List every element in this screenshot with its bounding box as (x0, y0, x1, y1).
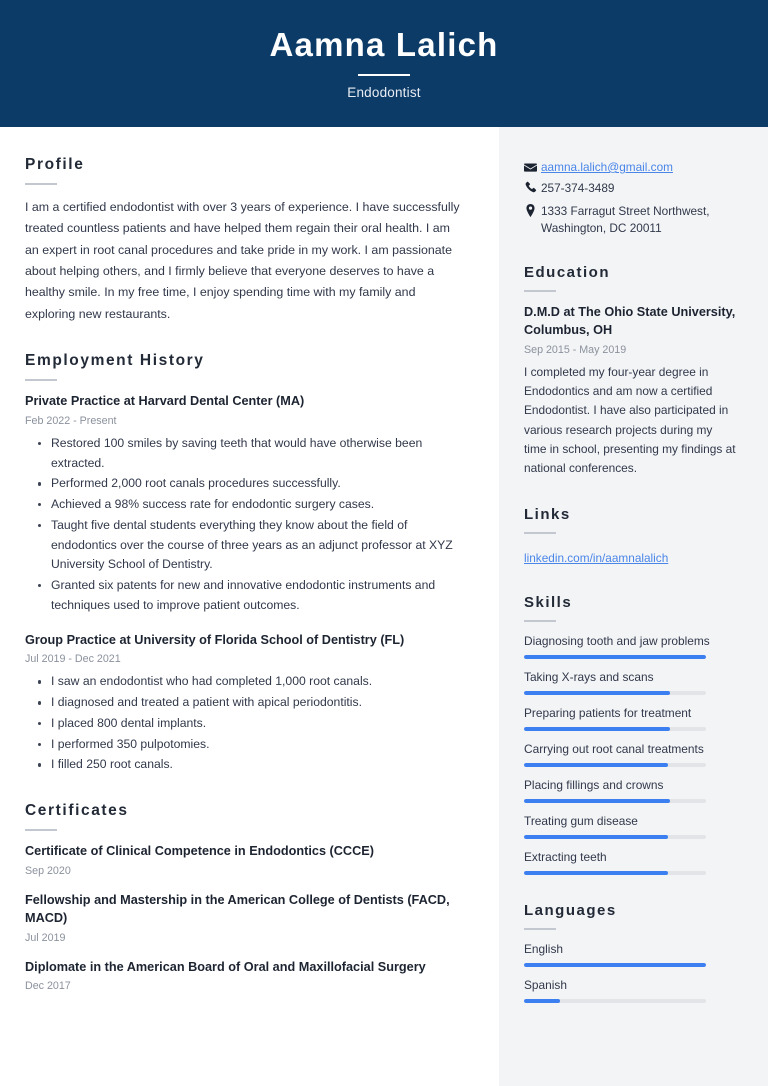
job-entry (25, 632, 466, 776)
job-bullet-list (25, 672, 466, 775)
language-bar-fill (524, 963, 706, 967)
resume-body (0, 127, 768, 1086)
certificate-date: Jul 2019 (25, 931, 66, 944)
header-divider (358, 74, 410, 76)
links-list (524, 546, 738, 567)
skills-section (524, 594, 738, 875)
skill-bar-fill (524, 799, 670, 803)
skill-bar-fill (524, 871, 668, 875)
language-bar-track (524, 963, 706, 967)
skill-item (524, 814, 738, 839)
skill-bar-fill (524, 763, 668, 767)
skill-label: Preparing patients for treatment (524, 705, 692, 720)
job-date: Feb 2022 - Present (25, 414, 117, 427)
job-date: Jul 2019 - Dec 2021 (25, 653, 121, 666)
resume-header (0, 0, 768, 127)
sidebar-column (499, 127, 768, 1086)
education-heading: Education (524, 264, 611, 282)
language-bar-track (524, 999, 706, 1003)
job-bullet: Performed 2,000 root canals procedures successfully. (25, 474, 466, 494)
contact-phone-row (524, 180, 738, 197)
education-section (524, 264, 738, 478)
section-rule (524, 532, 556, 534)
skill-item (524, 778, 738, 803)
profile-section (25, 156, 466, 325)
skill-bar-track (524, 799, 706, 803)
language-label: English (524, 941, 563, 956)
job-bullet: Restored 100 smiles by saving teeth that would have otherwise been extracted. (25, 434, 466, 474)
phone-icon (524, 181, 541, 194)
certificate-entry (25, 959, 466, 995)
job-bullet: I performed 350 pulpotomies. (25, 735, 466, 755)
certificates-section (25, 802, 466, 994)
section-rule (524, 928, 556, 930)
email-link[interactable]: aamna.lalich@gmail.com (541, 160, 673, 174)
links-section (524, 506, 738, 567)
section-rule (524, 620, 556, 622)
skill-bar-track (524, 727, 706, 731)
skills-heading: Skills (524, 593, 573, 611)
certificate-date: Sep 2020 (25, 865, 71, 877)
section-rule (25, 379, 57, 381)
skill-bar-track (524, 835, 706, 839)
candidate-job-title: Endodontist (347, 85, 421, 101)
job-title: Group Practice at University of Florida School of Dentistry (FL) (25, 632, 405, 647)
skill-item (524, 706, 738, 731)
skill-bar-fill (524, 835, 668, 839)
language-item (524, 978, 738, 1003)
contact-section (524, 160, 738, 237)
envelope-icon (524, 161, 541, 174)
language-label: Spanish (524, 978, 567, 993)
skill-bar-track (524, 763, 706, 767)
job-bullet: Granted six patents for new and innovative endodontic instruments and techniques used to improve patient outcomes. (25, 576, 466, 616)
skill-bar-track (524, 691, 706, 695)
skill-bar-track (524, 871, 706, 875)
skill-label: Treating gum disease (524, 813, 638, 828)
linkedin-link[interactable]: linkedin.com/in/aamnalalich (524, 550, 669, 565)
skill-label: Diagnosing tooth and jaw problems (524, 633, 710, 648)
candidate-name: Aamna Lalich (269, 25, 499, 63)
certificates-heading: Certificates (25, 802, 129, 820)
certificate-entry (25, 892, 466, 946)
education-description: I completed my four-year degree in Endodontics and am now a certified Endodontist. I have also participated in various research projects during my time in school, presenting my findings at national conferences. (524, 364, 736, 476)
skill-item (524, 634, 738, 659)
skill-bar-track (524, 655, 706, 659)
skill-item (524, 670, 738, 695)
profile-text: I am a certified endodontist with over 3 years of experience. I have successfully treated countless patients and have helped them regain their oral health. I am an expert in root canal procedures and take pride in my work. I am passionate about helping others, and I firmly believe that everyone deserves to have a healthy smile. In my free time, I enjoy spending time with my family and exploring new restaurants. (25, 200, 460, 321)
address-value: 1333 Farragut Street Northwest, Washington, DC 20011 (541, 204, 710, 236)
languages-section (524, 902, 738, 1003)
section-rule (25, 829, 57, 831)
skill-label: Extracting teeth (524, 849, 607, 864)
certificate-title: Certificate of Clinical Competence in Endodontics (CCCE) (25, 844, 374, 859)
employment-section (25, 352, 466, 775)
job-bullet: Taught five dental students everything they know about the field of endodontics over the course of three years as an adjunct professor at XYZ University School of Dentistry. (25, 516, 466, 575)
skill-bar-fill (524, 727, 670, 731)
certificate-entry (25, 843, 466, 879)
job-bullet: I filled 250 root canals. (25, 755, 466, 775)
links-heading: Links (524, 505, 571, 523)
phone-value: 257-374-3489 (541, 181, 615, 195)
skill-label: Taking X-rays and scans (524, 669, 654, 684)
job-bullet: Achieved a 98% success rate for endodontic surgery cases. (25, 495, 466, 515)
contact-email-row (524, 160, 738, 174)
job-bullet: I diagnosed and treated a patient with apical periodontitis. (25, 693, 466, 713)
certificate-title: Fellowship and Mastership in the American College of Dentists (FACD, MACD) (25, 892, 450, 925)
skill-item (524, 742, 738, 767)
profile-heading: Profile (25, 156, 85, 173)
main-column (0, 127, 499, 1086)
skill-bar-fill (524, 691, 670, 695)
job-bullet: I saw an endodontist who had completed 1,000 root canals. (25, 672, 466, 692)
certificate-title: Diplomate in the American Board of Oral and Maxillofacial Surgery (25, 959, 426, 974)
section-rule (524, 290, 556, 292)
job-title: Private Practice at Harvard Dental Center (MA) (25, 393, 305, 408)
language-bar-fill (524, 999, 560, 1003)
certificate-date: Dec 2017 (25, 980, 71, 993)
skill-label: Carrying out root canal treatments (524, 741, 704, 756)
contact-address-row (524, 203, 738, 237)
job-bullet-list (25, 434, 466, 616)
languages-heading: Languages (524, 901, 617, 919)
map-pin-icon (524, 204, 541, 217)
skill-bar-fill (524, 655, 706, 659)
employment-heading: Employment History (25, 351, 205, 369)
education-title: D.M.D at The Ohio State University, Columbus, OH (524, 305, 736, 338)
education-date: Sep 2015 - May 2019 (524, 343, 627, 356)
skill-item (524, 850, 738, 875)
skill-label: Placing fillings and crowns (524, 777, 664, 792)
job-bullet: I placed 800 dental implants. (25, 714, 466, 734)
section-rule (25, 183, 57, 185)
job-entry (25, 393, 466, 616)
language-item (524, 942, 738, 967)
